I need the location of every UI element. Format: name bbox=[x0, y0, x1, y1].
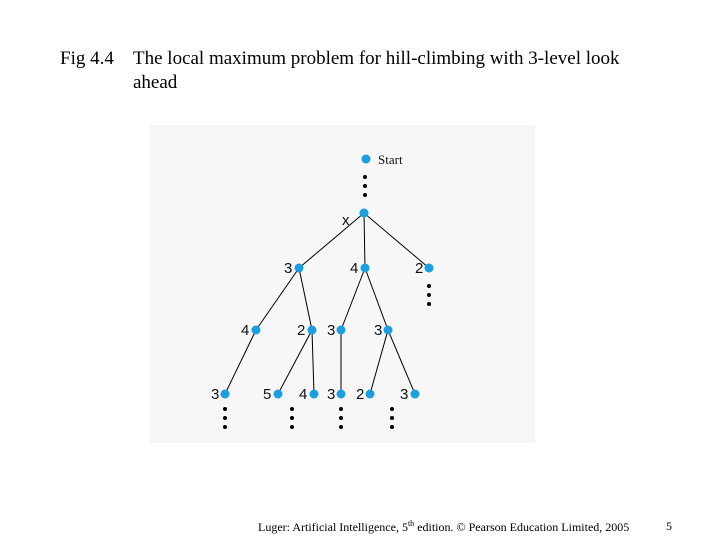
edge-4-to-3b bbox=[365, 268, 388, 330]
level2-node bbox=[337, 326, 346, 335]
edge-2-to-5 bbox=[278, 330, 312, 394]
footer-edition-suffix: th bbox=[407, 519, 415, 528]
level3-node bbox=[310, 390, 319, 399]
footer-citation-text: Luger: Artificial Intelligence, 5 bbox=[258, 520, 408, 534]
level1-value: 2 bbox=[415, 260, 424, 277]
dot bbox=[290, 407, 294, 411]
level1-value: 3 bbox=[284, 260, 293, 277]
level3-node bbox=[337, 390, 346, 399]
level1-value: 4 bbox=[350, 260, 359, 277]
level2-value: 2 bbox=[297, 322, 306, 339]
edge-4-to-3a bbox=[341, 268, 365, 330]
tree-edges bbox=[225, 213, 429, 394]
current-node-x bbox=[360, 209, 369, 218]
footer-citation bbox=[258, 519, 629, 535]
level2-node bbox=[384, 326, 393, 335]
level3-node bbox=[366, 390, 375, 399]
edge-3-to-2 bbox=[299, 268, 312, 330]
level2-node bbox=[252, 326, 261, 335]
level2-node bbox=[308, 326, 317, 335]
figure-number: Fig 4.4 bbox=[60, 48, 114, 69]
dot bbox=[223, 425, 227, 429]
level3-value: 2 bbox=[356, 386, 365, 403]
dot bbox=[363, 175, 367, 179]
dot bbox=[427, 284, 431, 288]
dot bbox=[390, 407, 394, 411]
level3-value: 3 bbox=[400, 386, 409, 403]
page-number: 5 bbox=[666, 519, 672, 533]
dot bbox=[290, 425, 294, 429]
level3-value: 4 bbox=[299, 386, 308, 403]
edge-3b-to-3 bbox=[388, 330, 415, 394]
level2-value: 3 bbox=[374, 322, 383, 339]
dot bbox=[339, 407, 343, 411]
dot bbox=[390, 416, 394, 420]
edge-2-to-4 bbox=[312, 330, 314, 394]
search-tree-diagram bbox=[150, 125, 535, 443]
edge-3b-to-2 bbox=[370, 330, 388, 394]
level3-value: 5 bbox=[263, 386, 272, 403]
edge-4-to-3-leaf bbox=[225, 330, 256, 394]
dot bbox=[363, 193, 367, 197]
dot bbox=[339, 425, 343, 429]
start-node bbox=[362, 155, 371, 164]
edge-x-to-4 bbox=[364, 213, 365, 268]
dot bbox=[290, 416, 294, 420]
current-node-label: x bbox=[342, 212, 350, 229]
level2-value: 3 bbox=[327, 322, 336, 339]
footer-publisher-text: edition. © Pearson Education Limited, 2005 bbox=[414, 520, 630, 534]
figure-caption-text: The local maximum problem for hill-climbing with 3-level look ahead bbox=[133, 48, 620, 93]
level1-node bbox=[295, 264, 304, 273]
start-label: Start bbox=[378, 152, 403, 167]
level3-value: 3 bbox=[211, 386, 220, 403]
dot bbox=[223, 416, 227, 420]
level3-node bbox=[221, 390, 230, 399]
search-tree-svg bbox=[150, 125, 535, 443]
dot bbox=[390, 425, 394, 429]
dot bbox=[427, 293, 431, 297]
dot bbox=[223, 407, 227, 411]
level2-value: 4 bbox=[241, 322, 250, 339]
level1-node bbox=[425, 264, 434, 273]
level3-node bbox=[274, 390, 283, 399]
level3-value: 3 bbox=[327, 386, 336, 403]
edge-3-to-4 bbox=[256, 268, 299, 330]
dot bbox=[427, 302, 431, 306]
dot bbox=[363, 184, 367, 188]
level1-node bbox=[361, 264, 370, 273]
level3-node bbox=[411, 390, 420, 399]
dot bbox=[339, 416, 343, 420]
